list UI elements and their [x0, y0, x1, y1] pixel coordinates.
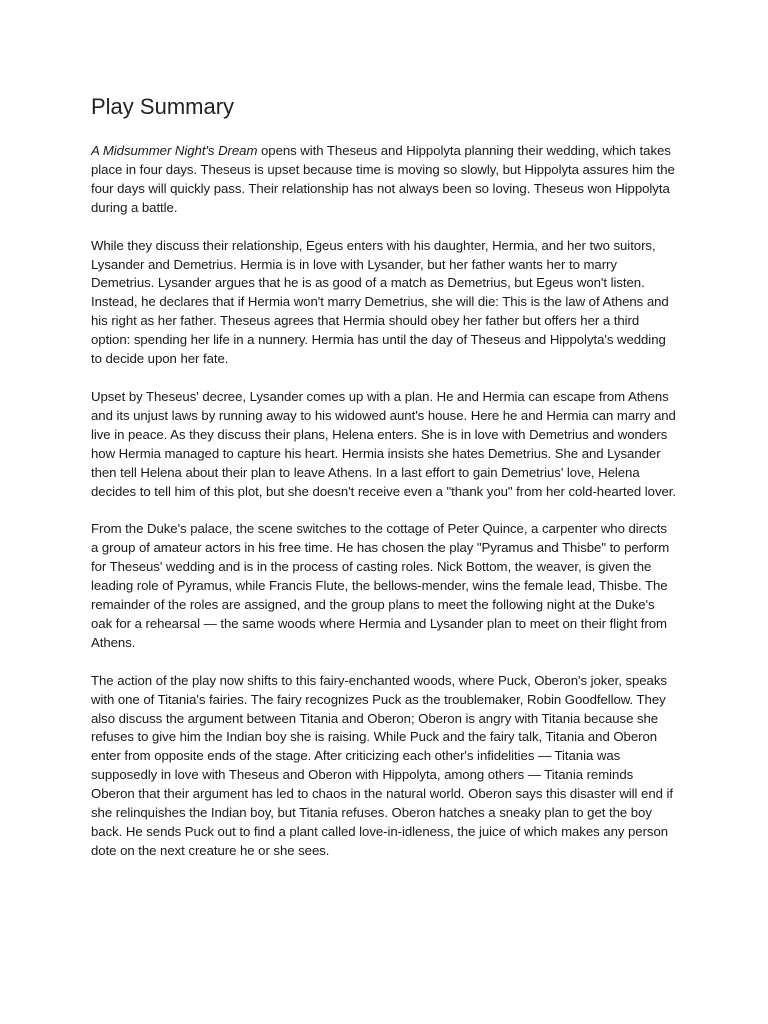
- document-page: [91, 92, 676, 880]
- paragraph-4: [91, 520, 676, 652]
- paragraph-5-text: The action of the play now shifts to this fairy-enchanted woods, where Puck, Oberon's joker, speaks with one of Titania's fairies. The fairy recognizes Puck as the troublemaker, Robin Goodfellow. They also discuss the argument between Titania and Oberon; Oberon is angry with Titania because she refuses to give him the Indian boy she is raising. While Puck and the fairy talk, Titania and Oberon enter from opposite ends of the stage. After criticizing each other's infidelities — Titania was supposedly in love with Theseus and Oberon with Hippolyta, among others — Titania reminds Oberon that their argument has led to chaos in the natural world. Oberon says this disaster will end if she relinquishes the Indian boy, but Titania refuses. Oberon hatches a sneaky plan to get the boy back. He sends Puck out to find a plant called love-in-idleness, the juice of which makes any person dote on the next creature he or she sees.: [91, 672, 674, 858]
- paragraph-2-text: While they discuss their relationship, Egeus enters with his daughter, Hermia, and her two suitors, Lysander and Demetrius. Hermia is in love with Lysander, but her father wants her to marry Demetrius. Lysander argues that he is as good of a match as Demetrius, but Egeus won't listen. Instead, he declares that if Hermia won't marry Demetrius, she will die: This is the law of Athens and his right as her father. Theseus agrees that Hermia should obey her father but offers her a third option: spending her life in a nunnery. Hermia has until the day of Theseus and Hippolyta's wedding to decide upon her fate.: [91, 237, 669, 367]
- play-title-italic: A Midsummer Night's Dream: [91, 143, 258, 158]
- paragraph-1: [91, 142, 676, 218]
- paragraph-2: [91, 237, 676, 369]
- paragraph-1-text: opens with Theseus and Hippolyta planning their wedding, which takes place in four days. Theseus is upset because time is moving so slowly, but Hippolyta assures him the four days will quickly pass. Their relationship has not always been so loving. Theseus won Hippolyta during a battle.: [91, 143, 675, 215]
- paragraph-3-text: Upset by Theseus' decree, Lysander comes up with a plan. He and Hermia can escape from Athens and its unjust laws by running away to his widowed aunt's house. Here he and Hermia can marry and live in peace. As they discuss their plans, Helena enters. She is in love with Demetrius and wonders how Hermia managed to capture his heart. Hermia insists she hates Demetrius. She and Lysander then tell Helena about their plan to leave Athens. In a last effort to gain Demetrius' love, Helena decides to tell him of this plot, but she doesn't receive even a "thank you" from her cold-hearted lover.: [91, 388, 677, 499]
- page-title: Play Summary: [91, 94, 235, 119]
- paragraph-3: [91, 388, 676, 501]
- paragraph-5: [91, 672, 676, 861]
- paragraph-4-text: From the Duke's palace, the scene switches to the cottage of Peter Quince, a carpenter who directs a group of amateur actors in his free time. He has chosen the play "Pyramus and Thisbe" to perform for Theseus' wedding and is in the process of casting roles. Nick Bottom, the weaver, is given the leading role of Pyramus, while Francis Flute, the bellows-mender, wins the female lead, Thisbe. The remainder of the roles are assigned, and the group plans to meet the following night at the Duke's oak for a rehearsal — the same woods where Hermia and Lysander plan to meet on their flight from Athens.: [91, 521, 670, 650]
